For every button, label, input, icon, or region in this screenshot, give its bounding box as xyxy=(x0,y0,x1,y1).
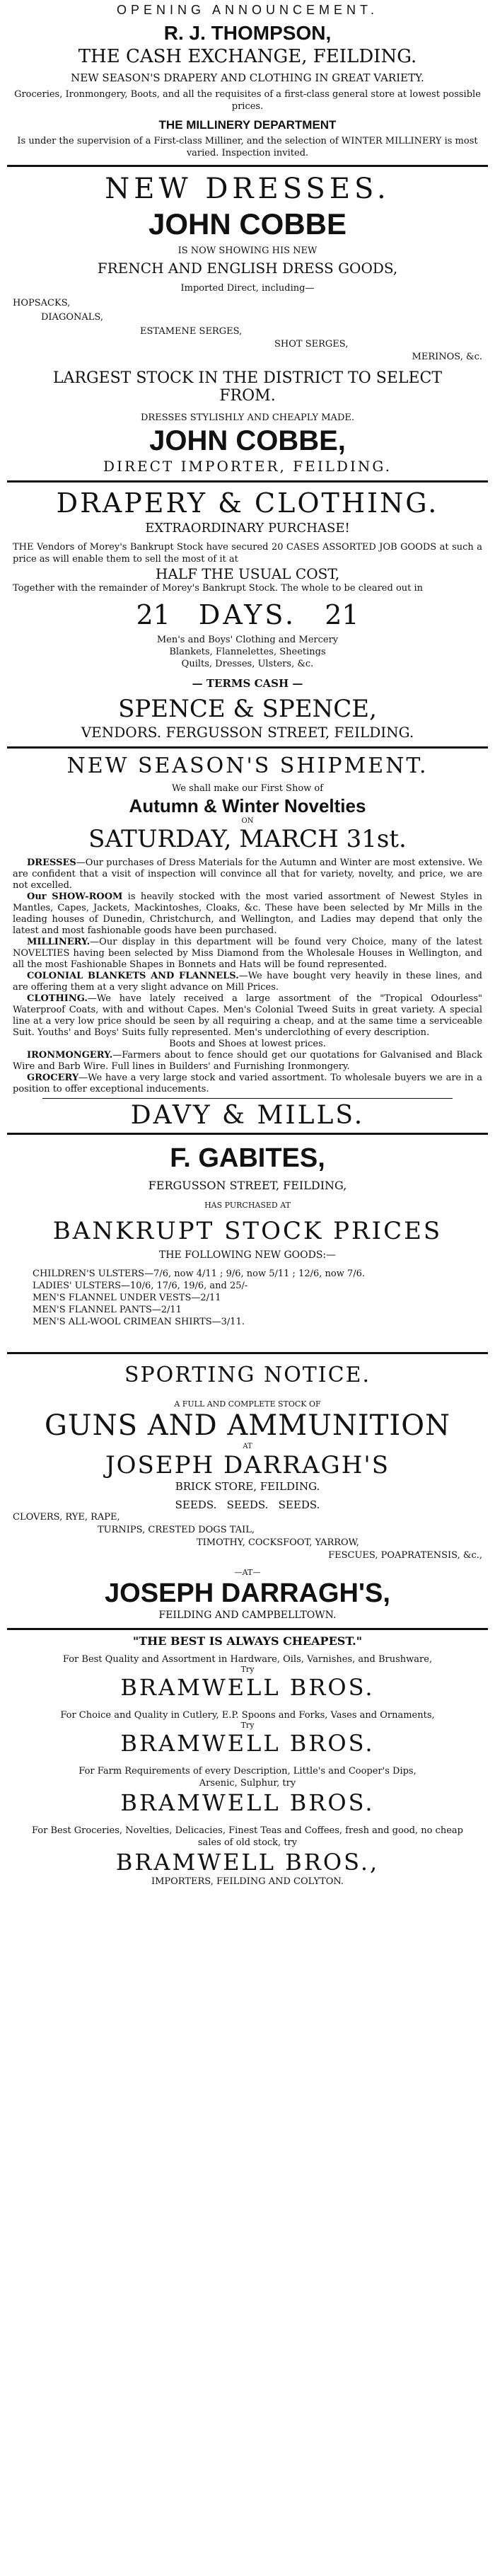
paragraph-lead: Our SHOW-ROOM xyxy=(27,891,123,902)
ad-body: THE Vendors of Morey's Bankrupt Stock have secured 20 CASES ASSORTED JOB GOODS at such a price as will enable them to sell the most of it at xyxy=(13,542,482,565)
ad-paragraphs xyxy=(13,857,482,1095)
ad-thompson xyxy=(0,0,495,162)
motto: "THE BEST IS ALWAYS CHEAPEST." xyxy=(132,1634,363,1648)
block-try: Try xyxy=(240,1665,255,1674)
stock-list xyxy=(13,634,482,670)
paragraph-lead: MILLINERY. xyxy=(27,937,91,947)
terms: — TERMS CASH — xyxy=(192,677,303,690)
list-item: MEN'S ALL-WOOL CRIMEAN SHIRTS—3/11. xyxy=(33,1317,245,1327)
ad-gabites xyxy=(0,1135,495,1331)
list-item: LADIES' ULSTERS—10/6, 17/6, 19/6, and 25/- xyxy=(33,1281,248,1291)
block-text: For Farm Requirements of every Description, Little's and Cooper's Dips, Arsenic, Sulphur, try xyxy=(78,1766,417,1789)
goods-list xyxy=(13,297,482,365)
list-item: FESCUES, POAPRATENSIS, &c., xyxy=(328,1550,482,1561)
paragraph-text: —We have a very large stock and varied assortment. To wholesale buyers we are in a position to offer exceptional inducements. xyxy=(13,1073,482,1094)
ad-line: FRENCH AND ENGLISH DRESS GOODS, xyxy=(97,260,398,277)
list-item: Blankets, Flannelettes, Sheetings xyxy=(169,647,326,657)
paragraph-lead: COLONIAL BLANKETS AND FLANNELS. xyxy=(27,971,239,981)
days-number: 21 xyxy=(325,599,359,630)
paragraph-lead: DRESSES xyxy=(27,857,76,868)
block-text: For Best Quality and Assortment in Hardware, Oils, Varnishes, and Brushware, xyxy=(62,1654,433,1665)
merchant-name: JOHN COBBE, xyxy=(149,425,346,456)
paragraph xyxy=(13,891,482,937)
paragraph-lead: IRONMONGERY. xyxy=(27,1050,113,1061)
ad-line: ON xyxy=(241,817,254,825)
department-body: Is under the supervision of a First-class Milliner, and the selection of WINTER MILLINERY is most varied. Inspection invited. xyxy=(17,136,478,158)
list-item: DIAGONALS, xyxy=(41,312,103,323)
merchant-name: JOSEPH DARRAGH'S xyxy=(105,1451,390,1479)
ad-line: —AT— xyxy=(234,1568,261,1577)
list-item: SHOT SERGES, xyxy=(274,339,349,350)
list-item: TURNIPS, CRESTED DOGS TAIL, xyxy=(98,1525,255,1535)
ad-body: Together with the remainder of Morey's Bankrupt Stock. The whole to be cleared out in xyxy=(13,583,424,594)
paragraph-text: is heavily stocked with the most varied assortment of Newest Styles in Mantles, Capes, Jackets, Mackintoshes, Cloaks, &c. These have been selected by Mr Mills in the leading houses of Dunedin, Christchurch, and Wellington, and Ladies may depend that only the latest and most fashionable goods have been purchased. xyxy=(13,891,483,936)
paragraph-text: —We have bought very heavily in these lines, and are offering them at a very slight advance on Mill Prices. xyxy=(13,971,482,993)
ad-line: HALF THE USUAL COST, xyxy=(155,565,340,582)
price-list xyxy=(13,1268,482,1328)
paragraph-text: —Our purchases of Dress Materials for the Autumn and Winter are most extensive. We are confident that a visit of inspection will convince all that for variety, novelty, and price, we are not excelled. xyxy=(13,857,482,891)
days-line xyxy=(13,599,482,631)
ad-heading: SPORTING NOTICE. xyxy=(124,1363,371,1387)
tagline: NEW SEASON'S DRAPERY AND CLOTHING IN GREAT VARIETY. xyxy=(71,71,424,84)
merchant-name: BRAMWELL BROS. xyxy=(120,1730,375,1757)
days-word: DAYS. xyxy=(198,599,297,630)
address: VENDORS. FERGUSSON STREET, FEILDING. xyxy=(81,724,414,741)
ad-heading: OPENING ANNOUNCEMENT. xyxy=(116,3,379,17)
show-date: SATURDAY, MARCH 31st. xyxy=(88,825,407,853)
ad-line: HAS PURCHASED AT xyxy=(204,1201,291,1210)
ad-heading: NEW DRESSES. xyxy=(105,173,390,205)
ad-line: LARGEST STOCK IN THE DISTRICT TO SELECT xyxy=(52,369,443,387)
ad-line: DIRECT IMPORTER, FEILDING. xyxy=(103,458,392,475)
paragraph xyxy=(13,937,482,971)
paragraph xyxy=(13,993,482,1039)
merchant-name: JOSEPH DARRAGH'S, xyxy=(105,1578,390,1608)
block-text: For Choice and Quality in Cutlery, E.P. Spoons and Forks, Vases and Ornaments, xyxy=(60,1710,435,1721)
paragraph-text: —Our display in this department will be found very Choice, many of the latest NOVELTIES having been selected by Miss Diamond from the Wholesale Houses in Wellington, and all the most Fashionable Shapes in Bonnets and Hats will be found represented. xyxy=(13,937,482,970)
headline: BANKRUPT STOCK PRICES xyxy=(52,1217,443,1245)
paragraph-text: Boots and Shoes at lowest prices. xyxy=(169,1039,326,1049)
ad-body: Groceries, Ironmongery, Boots, and all the requisites of a first-class general store at lowest possible prices. xyxy=(14,89,481,112)
footer-line: IMPORTERS, FEILDING AND COLYTON. xyxy=(151,1876,344,1887)
block-try: Try xyxy=(240,1721,255,1730)
paragraph-lead: GROCERY xyxy=(27,1073,79,1083)
ad-line: Imported Direct, including— xyxy=(180,283,315,294)
ad-line: THE FOLLOWING NEW GOODS:— xyxy=(158,1249,337,1261)
ad-line: A FULL AND COMPLETE STOCK OF xyxy=(174,1399,321,1409)
address: FERGUSSON STREET, FEILDING, xyxy=(148,1179,347,1192)
ad-subheading: EXTRAORDINARY PURCHASE! xyxy=(145,521,350,536)
headline: GUNS AND AMMUNITION xyxy=(44,1409,451,1442)
department-heading: THE MILLINERY DEPARTMENT xyxy=(158,118,337,132)
paragraph-text: —Farmers about to fence should get our quotations for Galvanised and Black Wire and Barb Wire. Full lines in Builders' and Furnishing Ironmongery. xyxy=(13,1050,482,1072)
list-item: TIMOTHY, COCKSFOOT, YARROW, xyxy=(197,1537,359,1548)
merchant-name: SPENCE & SPENCE, xyxy=(118,695,377,723)
paragraph xyxy=(13,1050,482,1073)
list-item: MEN'S FLANNEL UNDER VESTS—2/11 xyxy=(33,1293,221,1303)
days-number: 21 xyxy=(136,599,170,630)
paragraph-lead: CLOTHING. xyxy=(27,993,88,1004)
novelties: Autumn & Winter Novelties xyxy=(129,795,366,816)
ad-davy-mills xyxy=(0,749,495,1098)
address: FEILDING AND CAMPBELLTOWN. xyxy=(158,1610,337,1621)
list-item: CLOVERS, RYE, RAPE, xyxy=(13,1512,120,1523)
list-item: ESTAMENE SERGES, xyxy=(140,326,243,337)
address: BRICK STORE, FEILDING. xyxy=(175,1480,320,1493)
list-item: MERINOS, &c. xyxy=(412,352,482,362)
list-item: HOPSACKS, xyxy=(13,298,71,308)
ad-spence xyxy=(0,483,495,744)
ad-line: IS NOW SHOWING HIS NEW xyxy=(177,246,318,256)
paragraph-text: —We have lately received a large assortment of the "Tropical Odourless" Waterproof Coats, with and without Capes. Men's Colonial Tweed Suits in great variety. A special line at a very low price should be seen by all requiring a cheap, and at the same time a serviceable Suit. Youths' and Boys' Suits fully represented. Men's underclothing of every description. xyxy=(13,993,482,1038)
merchant-name: R. J. THOMPSON, xyxy=(163,22,332,44)
list-item: Quilts, Dresses, Ulsters, &c. xyxy=(181,659,314,669)
ad-darragh xyxy=(0,1354,495,1624)
ad-cobbe xyxy=(0,167,495,478)
merchant-name: BRAMWELL BROS., xyxy=(115,1849,380,1876)
list-item: Men's and Boys' Clothing and Mercery xyxy=(156,635,339,645)
ad-heading: DRAPERY & CLOTHING. xyxy=(56,487,439,519)
paragraph xyxy=(13,1073,482,1095)
seeds-heading: SEEDS. SEEDS. SEEDS. xyxy=(175,1498,320,1511)
seed-list xyxy=(13,1511,482,1562)
merchant-name: JOHN COBBE xyxy=(148,207,347,241)
ad-bramwell xyxy=(0,1630,495,1890)
ad-heading: NEW SEASON'S SHIPMENT. xyxy=(66,753,429,778)
ad-line: DRESSES STYLISHLY AND CHEAPLY MADE. xyxy=(141,412,354,423)
paragraph xyxy=(13,1039,482,1050)
merchant-name: BRAMWELL BROS. xyxy=(120,1674,375,1701)
ad-line: FROM. xyxy=(219,387,276,405)
list-item: MEN'S FLANNEL PANTS—2/11 xyxy=(33,1305,182,1315)
paragraph xyxy=(13,857,482,891)
ad-line: AT xyxy=(243,1443,252,1450)
paragraph xyxy=(13,971,482,993)
list-item: CHILDREN'S ULSTERS—7/6, now 4/11 ; 9/6, now 5/11 ; 12/6, now 7/6. xyxy=(33,1269,366,1279)
merchant-name: BRAMWELL BROS. xyxy=(120,1789,375,1816)
merchant-name: F. GABITES, xyxy=(170,1143,325,1173)
ad-line: We shall make our First Show of xyxy=(171,783,324,794)
block-text: For Best Groceries, Novelties, Delicacies, Finest Teas and Coffees, fresh and good, no cheap sales of old stock, try xyxy=(32,1825,463,1848)
merchant-name: DAVY & MILLS. xyxy=(130,1101,365,1130)
business-name: THE CASH EXCHANGE, FEILDING. xyxy=(78,46,417,67)
